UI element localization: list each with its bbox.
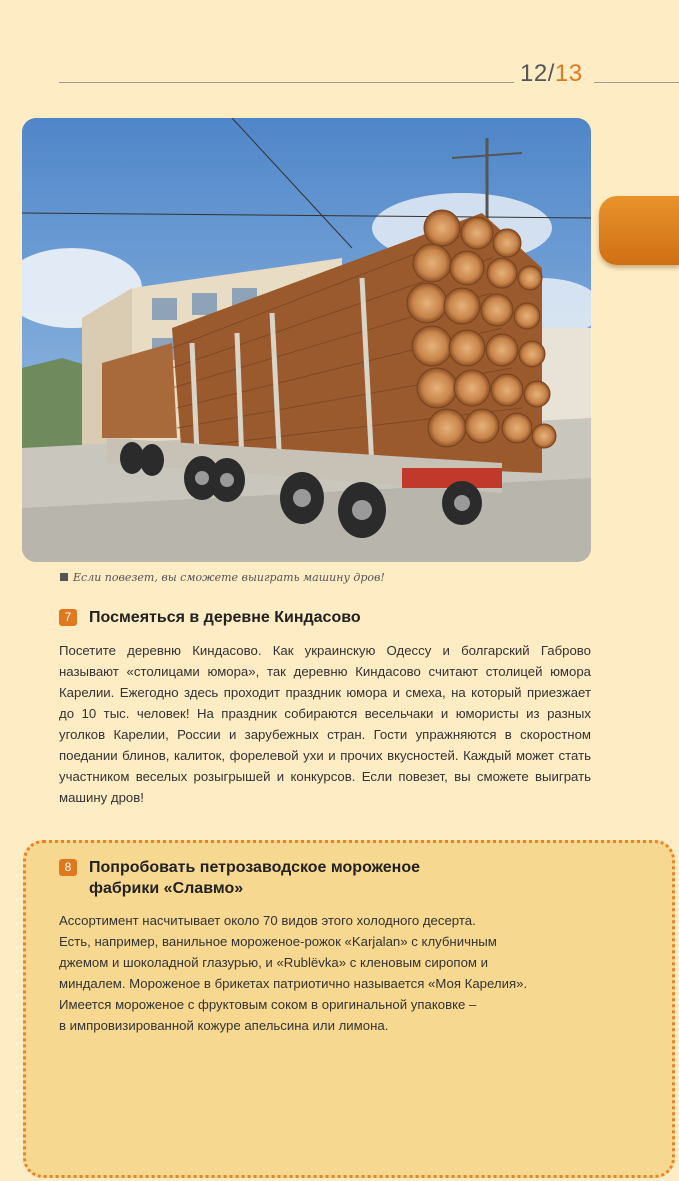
section-title: Посмеяться в деревне Киндасово xyxy=(89,609,361,626)
chapter-tab[interactable] xyxy=(599,196,679,265)
section-number-badge: 8 xyxy=(59,859,77,876)
section-number-badge: 7 xyxy=(59,609,77,626)
section-body-text xyxy=(59,910,619,1036)
body-line: в импровизированной кожуре апельсина или лимона. xyxy=(59,1018,389,1033)
caption-text: Если повезет, вы сможете выиграть машину дров! xyxy=(73,571,385,584)
photo-caption xyxy=(60,571,385,584)
caption-square-icon xyxy=(60,573,68,581)
body-line: джемом и шоколадной глазурью, и «Rublëvka» с кленовым сиропом и xyxy=(59,955,489,970)
header-rule-right xyxy=(594,82,679,83)
body-line: Имеется мороженое с фруктовым соком в оригинальной упаковке – xyxy=(59,997,477,1012)
page-number xyxy=(520,60,583,88)
section-title-line2: фабрики «Славмо» xyxy=(89,880,244,897)
section-body-text: Посетите деревню Киндасово. Как украинскую Одессу и болгарский Габрово называют «столицами юмора», так деревню Киндасово считают столицей юмора Карелии. Ежегодно здесь проходит праздник юмора и смеха, на который приезжает до 10 тыс. человек! На праздник собираются весельчаки и юмористы из разных уголков Карелии, России и зарубежных стран. Гости упражняются в скоростном поедании блинов, калиток, форелевой ухи и прочих вкусностей. Каждый может стать участником веселых розыгрышей и конкурсов. Если повезет, вы сможете выиграть машину дров! xyxy=(59,643,591,805)
body-line: миндалем. Мороженое в брикетах патриотично называется «Моя Карелия». xyxy=(59,976,528,991)
page-total: 13 xyxy=(554,60,583,87)
body-line: Есть, например, ванильное мороженое-рожок «Karjalan» с клубничным xyxy=(59,934,497,949)
section-title-line1: Попробовать петрозаводское мороженое xyxy=(89,859,420,876)
header-rule-left xyxy=(59,82,514,83)
photo-log-truck xyxy=(22,118,591,562)
page-separator: / xyxy=(547,60,555,87)
page-current: 12 xyxy=(520,60,548,87)
body-line: Ассортимент насчитывает около 70 видов этого холодного десерта. xyxy=(59,913,476,928)
